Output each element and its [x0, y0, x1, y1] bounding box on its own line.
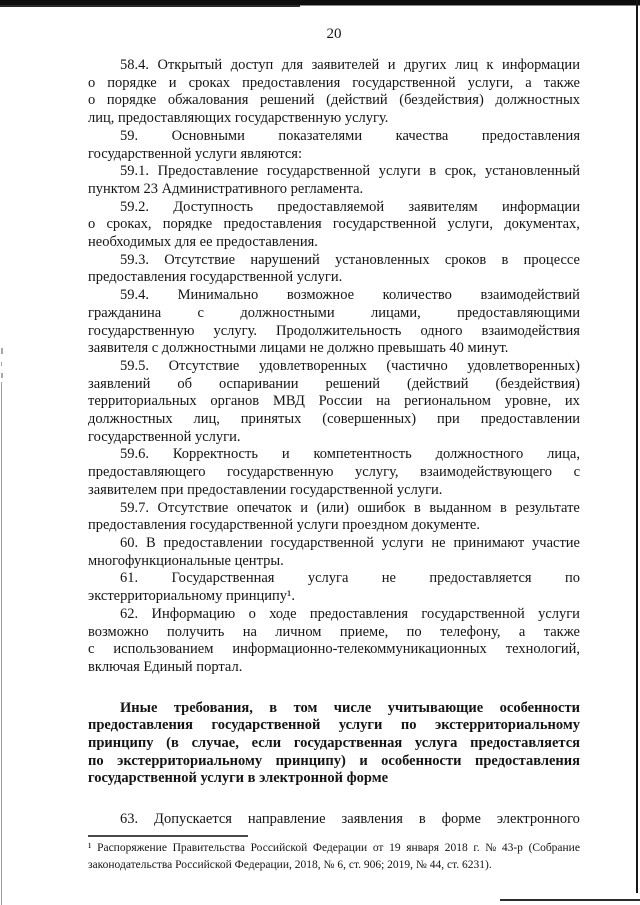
text-line: 59.5. Отсутствие удовлетворенных (частично удовлетворенных) — [120, 357, 580, 374]
text-line: предоставления государственной услуги. — [88, 269, 343, 286]
text-line: государственной услуги. — [88, 428, 241, 445]
footnote-divider — [88, 835, 248, 837]
text-line: пунктом 23 Административного регламента. — [88, 180, 364, 197]
scan-edge-right — [636, 0, 638, 893]
text-line: 59. Основными показателями качества предоставления — [120, 127, 580, 144]
scan-edge-top-shade-light — [300, 5, 640, 6]
text-line: предоставления государственной услуги по экстерриториальному — [88, 717, 580, 734]
text-line: государственную услугу. Продолжительность одного взаимодействия — [88, 322, 580, 339]
paragraph-59-4 — [88, 287, 580, 358]
text-line: о сроках, порядке предоставления государственной услуги, документах, — [88, 216, 580, 233]
text-line: 62. Информацию о ходе предоставления государственной услуги — [120, 605, 580, 622]
text-line: предоставления государственной услуги проездном документе. — [88, 517, 480, 534]
text-line: 60. В предоставлении государственной услуги не принимают участие — [120, 534, 580, 551]
scan-edge-bottom — [500, 899, 640, 901]
text-line: предоставляющего государственную услугу, взаимодействующего с — [88, 464, 580, 481]
scan-edge-left-dash — [1, 373, 3, 378]
scan-edge-left-dash — [1, 362, 2, 366]
scan-edge-left — [1, 382, 2, 905]
text-line: 59.6. Корректность и компетентность должностного лица, — [120, 446, 580, 463]
text-line: заявлений об оспаривании решений (действий (бездействия) — [88, 375, 580, 392]
text-line: возможно получить на личном приеме, по телефону, а также — [88, 623, 580, 640]
text-line: 59.1. Предоставление государственной услуги в срок, установленный — [120, 163, 580, 180]
text-line: 59.2. Доступность предоставляемой заявителям информации — [120, 198, 580, 215]
text-line: ¹ Распоряжение Правительства Российской Федерации от 19 января 2018 г. № 43-р (Собрание — [88, 841, 580, 854]
paragraph-59-1 — [88, 163, 580, 198]
text-line: 58.4. Открытый доступ для заявителей и других лиц к информации — [120, 57, 580, 73]
scan-edge-top-shade — [0, 5, 300, 7]
document-body — [88, 57, 580, 874]
text-line: 63. Допускается направление заявления в форме электронного — [120, 811, 580, 828]
text-line: 59.7. Отсутствие опечаток и (или) ошибок в выданном в результате — [120, 499, 580, 516]
paragraph-59 — [88, 128, 580, 163]
text-line: принципу (в случае, если государственная услуга предоставляется — [88, 735, 580, 752]
text-line: законодательства Российской Федерации, 2018, № 6, ст. 906; 2019, № 44, ст. 6231). — [88, 858, 492, 871]
paragraph-59-2 — [88, 199, 580, 252]
text-line: территориальных органов МВД России на региональном уровне, их — [88, 393, 580, 410]
text-line: заявителя с должностными лицами не должно превышать 40 минут. — [88, 340, 509, 357]
text-line: лиц, предоставляющих государственную услугу. — [88, 110, 389, 127]
text-line: экстерриториальному принципу¹. — [88, 588, 296, 605]
paragraph-61 — [88, 570, 580, 605]
paragraph-59-5 — [88, 358, 580, 447]
paragraph-58-4 — [88, 57, 580, 128]
text-line: Иные требования, в том числе учитывающие особенности — [120, 699, 580, 716]
text-line: о порядке и сроках предоставления государственной услуги, а также — [88, 74, 580, 91]
text-line: с использованием информационно-телекоммуникационных технологий, — [88, 641, 580, 658]
paragraph-62 — [88, 606, 580, 677]
text-line: 59.3. Отсутствие нарушений установленных сроков в процессе — [120, 251, 580, 268]
paragraph-59-3 — [88, 252, 580, 287]
paragraph-59-7 — [88, 500, 580, 535]
text-line: 59.4. Минимально возможное количество взаимодействий — [120, 287, 580, 304]
section-heading — [88, 700, 580, 789]
text-line: гражданина с должностными лицами, предоставляющими — [88, 304, 580, 321]
text-line: 61. Государственная услуга не предоставляется по — [120, 570, 580, 587]
text-line: заявителем при предоставлении государственной услуги. — [88, 481, 443, 498]
text-line: государственной услуги являются: — [88, 145, 302, 162]
text-line: по экстерриториальному принципу) и особенности предоставления — [88, 752, 580, 769]
text-line: многофункциональные центры. — [88, 552, 284, 569]
paragraph-60 — [88, 535, 580, 570]
text-line: государственной услуги в электронной форме — [88, 770, 389, 787]
paragraph-63 — [88, 811, 580, 829]
text-line: должностных лиц, принятых (совершенных) при предоставлении — [88, 411, 580, 428]
text-line: о порядке обжалования решений (действий (бездействия) должностных — [88, 92, 580, 109]
page-number: 20 — [326, 26, 342, 42]
text-line: включая Единый портал. — [88, 658, 243, 675]
footnote — [88, 840, 580, 874]
text-line: необходимых для ее предоставления. — [88, 234, 318, 251]
paragraph-59-6 — [88, 446, 580, 499]
scan-edge-left-dash — [1, 348, 3, 354]
